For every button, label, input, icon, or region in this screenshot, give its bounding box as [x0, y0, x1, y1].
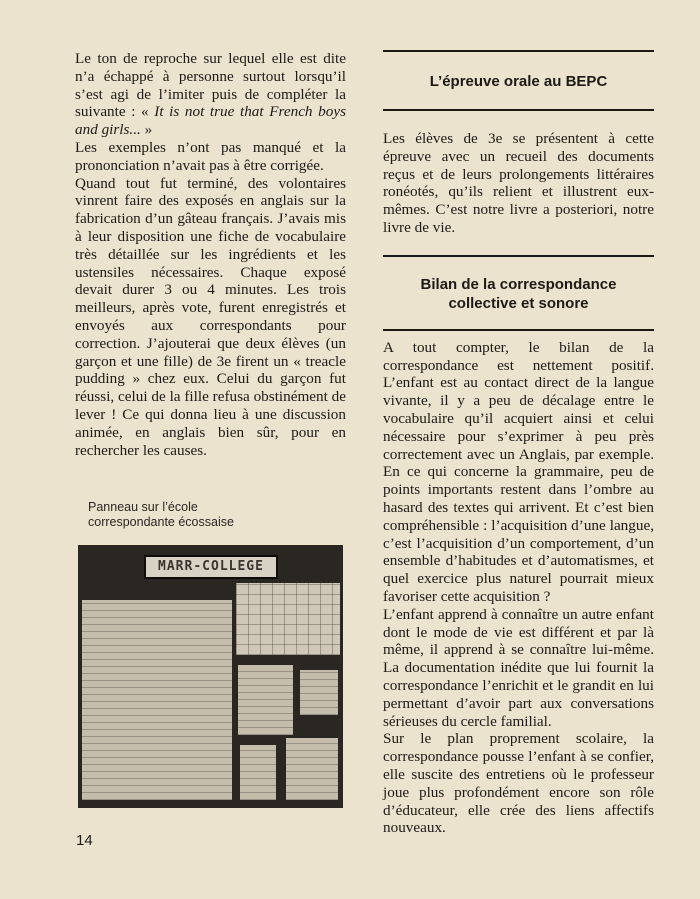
right-column	[383, 50, 654, 837]
box1-top-rule	[383, 50, 654, 52]
left-para1-quote: It is not true that French boys and girls...	[75, 103, 346, 139]
left-paragraph-3: Quand tout fut terminé, des volontaires vinrent faire des exposés en anglais sur la fabrication d’un gâteau français. J’avais mis à leur disposition une fiche de vocabulaire très détaillée sur les ingrédients et les ustensiles nécessaires. Chaque exposé devait durer 3 ou 4 minutes. Les trois meilleurs, après vote, furent enregistrés et envoyés aux correspondants pour correction. J’ajouterai que deux élèves (un garçon et une fille) de 3e firent un « treacle pudding » chez eux. Celui du garçon fut réussi, celui de la fille refusa obstinément de lever ! Ce qui donna lieu à une discussion animée, en anglais bien sûr, pour en rechercher les causes.	[75, 174, 346, 459]
right-paragraph-1: A tout compter, le bilan de la correspondance est nettement positif. L’enfant est au contact direct de la langue vivante, il y a peu de décalage entre le vocabulaire qu’il acquiert ainsi et celui nécessaire pour s’exprimer à peu près correctement avec un Anglais, par exemple. En ce qui concerne la grammaire, peu de points importants restent dans l’ombre au hasard des textes qui arrivent. Et c’est bien compréhensible : l’acquisition d’une langue, c’est l’acquisition d’un comportement, d’un ensemble d’habitudes et d’automatismes, et quel exercice plus naturel pourrait mieux favoriser cette acquisition ?	[383, 338, 654, 605]
page-number: 14	[76, 832, 93, 849]
right-paragraph-2: L’enfant apprend à connaître un autre enfant dont le mode de vie est différent et par là même, il apprend à se connaître lui-même. La documentation inédite que lui fournit la correspondance l’enrichit et le grandit en lui permettant d’avoir part aux conversations sérieuses du cercle familial.	[383, 605, 654, 730]
box2-title: Bilan de la correspondance collective et sonore	[420, 275, 617, 312]
photo-letter-sheet-1	[238, 665, 293, 735]
box1-bottom-rule	[383, 109, 654, 111]
box1-title: L’épreuve orale au BEPC	[429, 73, 608, 90]
photo-letter-sheet-4	[286, 738, 338, 800]
left-column	[75, 50, 346, 459]
box2-bottom-rule	[383, 329, 654, 331]
photo-letter-sheet-3	[240, 745, 276, 800]
box1-text: Les élèves de 3e se présentent à cette épreuve avec un recueil des documents reçus et de leurs prolongements littéraires ronéotés, qu’ils relient et illustrent eux-mêmes. C’est notre livre a posteriori, notre livre de vie.	[383, 130, 654, 236]
box2-top-rule	[383, 255, 654, 257]
school-board-photo	[78, 545, 343, 808]
figure-caption: Panneau sur l’école correspondante écossaise	[88, 500, 234, 529]
photo-large-sheet	[82, 600, 232, 800]
left-paragraph-1	[75, 50, 346, 139]
left-paragraph-2: Les exemples n’ont pas manqué et la prononciation n’avait pas à être corrigée.	[75, 138, 346, 174]
photo-letter-sheet-2	[300, 670, 338, 715]
right-paragraph-3: Sur le plan proprement scolaire, la correspondance pousse l’enfant à se confier, elle suscite des entretiens où le professeur joue plus profondément encore son rôle d’éducateur, elle crée des liens affectifs nouveaux.	[383, 730, 654, 837]
left-para1-text-end: »	[140, 121, 153, 139]
left-para1-text: Le ton de reproche sur lequel elle est dite n’a échappé à personne surtout lorsqu’il s’est agi de l’imiter puis de compléter la suivante : «	[75, 50, 346, 121]
photo-grid-sheet	[236, 583, 340, 655]
photo-sign: MARR-COLLEGE	[144, 555, 278, 579]
